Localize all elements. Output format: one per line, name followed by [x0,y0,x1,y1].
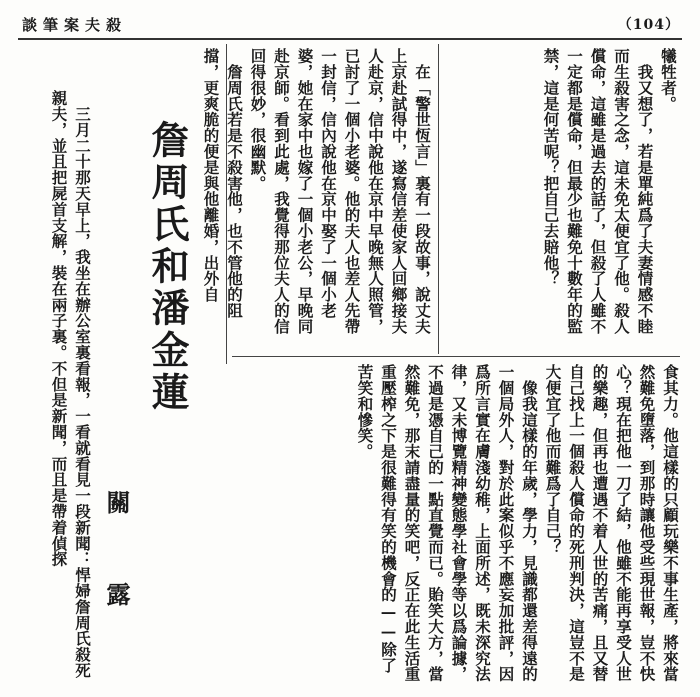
page-number: （104） [617,17,680,33]
article-author: 關 露 [102,490,131,628]
body-text-bottom-left: 三月二十那天早上，我坐在辦公室裏看報，一看就看見一段新聞：悍婦詹周氏殺死親夫，並且把屍首支解，裝在兩子裏。不但是新聞，而且是帶着偵探 [49,90,92,679]
running-header: 談筆案夫殺 [22,16,128,34]
body-text-top-right: 犧牲者。 我又想了，若是單純爲了夫妻情感不睦而生殺害之念，這未免太便宜了他。殺人償命，這雖是過去的話了，但殺了人雖不一定都是償命，但最少也難免十數年的監禁，這是何苦呢？把自己去賠他？ [541,48,678,335]
article-title: 詹周氏和潘金蓮 [145,120,190,414]
column-divider-middle [438,44,439,354]
body-text-bottom-right: 食其力。他這樣的只顧玩樂不事生產，將來當然難免墮落，到那時讓他受些現世報，豈不快心？現在把他一刀了結，他雖不能再享受人世的樂趣，但再也遭遇不着人世的苦痛，且又替自己找上一個殺人償命的死刑判決，這豈不是大便宜了他而難爲了自己？ 像我這樣的年歲，學力，見識都還差得遠的一個局外人，對於此案似乎不應妄加批評，因爲所言實在膚淺幼稚，上面所述，既未深究法律，又未博覽精神變態學社會學等以爲論據，不過是憑自己的一點直覺而已。貽笑大方，當然難免，那末請盡量的笑吧，反正在此生活重重壓榨之下是很難得有笑的機會的——除了苦笑和慘笑。 [355,364,680,682]
body-text-top-middle: 在「警世恆言」裏有一段故事，說丈夫上京赴試得中，遂寫信差使家人回鄉接夫人赴京，信中說他在京中早晚無人照管，已討了一個小老婆。他的夫人也差人先帶一封信，信內說他在京中娶了一個小老婆，她在家中也嫁了一個小老公，早晚同赴京師。看到此處，我覺得那位夫人的信回得很妙，很幽默。 詹周氏若是不殺害他，也不管他的阻擋，更爽脆的便是與他離婚，出外自 [201,48,432,335]
row-divider [232,356,680,357]
header-rule [18,38,682,40]
